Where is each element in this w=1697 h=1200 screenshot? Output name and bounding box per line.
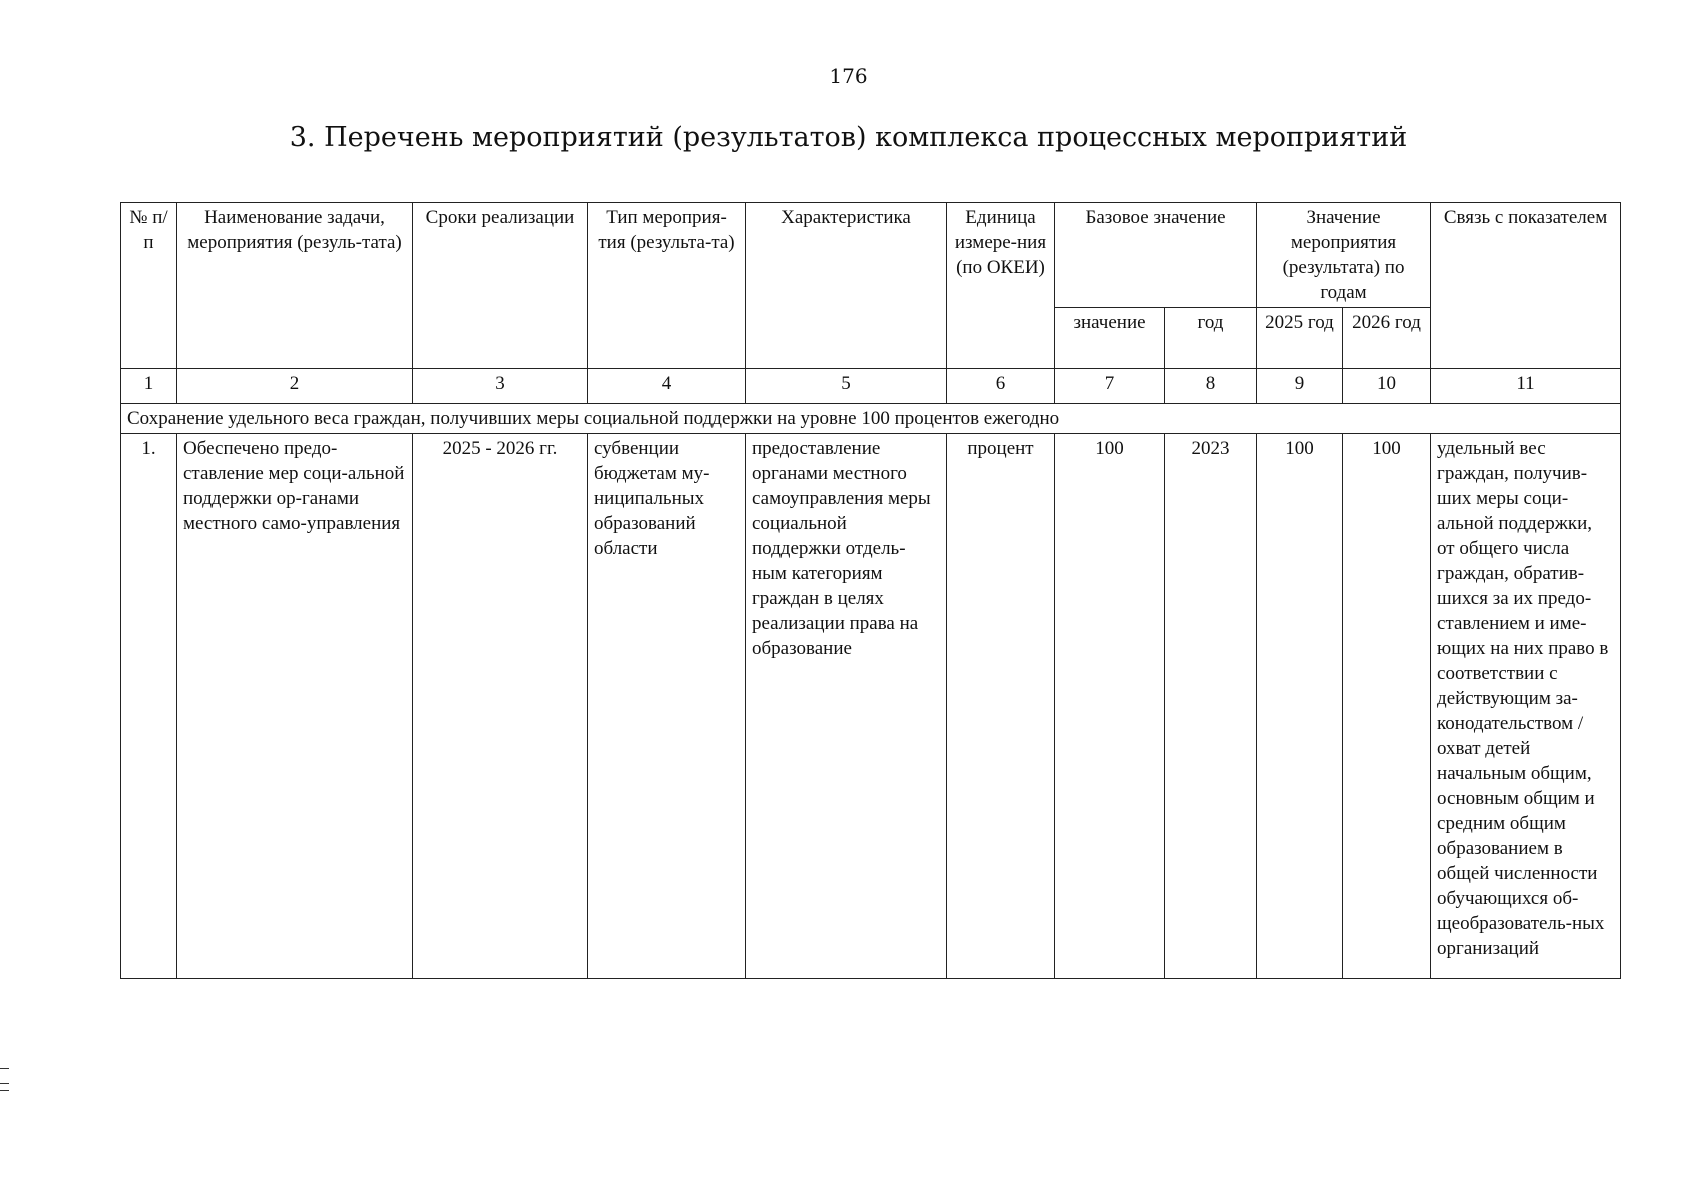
row-indicator: удельный вес граждан, получив-ших меры соци-альной поддержки, от общего числа граждан, обратив-шихся за их предо-ставлением и име-ющих на них право в соответствии с действующим за-конодательством / охват детей начальным общим, основным общим и средним общим образованием в общей численности обучающихся об-щеобразователь-ных организаций [1431,434,1621,979]
column-numbers-row [121,369,1621,404]
header-base-group: Базовое значение [1055,203,1257,308]
header-year-2026: 2026 год [1343,308,1431,369]
header-num: № п/п [121,203,177,369]
section-row [121,404,1621,434]
scan-edge-mark [0,1090,9,1091]
scan-edge-mark [0,1068,9,1084]
table-row [121,434,1621,979]
row-unit: процент [947,434,1055,979]
row-value-2025: 100 [1257,434,1343,979]
header-unit: Единица измере-ния (по ОКЕИ) [947,203,1055,369]
header-name: Наименование задачи, мероприятия (резуль-тата) [177,203,413,369]
page-title: 3. Перечень мероприятий (результатов) комплекса процессных мероприятий [289,122,1408,153]
column-number: 2 [177,369,413,404]
column-number: 4 [588,369,746,404]
header-base-value: значение [1055,308,1165,369]
header-period: Сроки реализации [413,203,588,369]
column-number: 6 [947,369,1055,404]
column-number: 7 [1055,369,1165,404]
header-base-year: год [1165,308,1257,369]
column-number: 8 [1165,369,1257,404]
row-characteristic: предоставление органами местного самоуправления меры социальной поддержки отдель-ным категориям граждан в целях реализации права на образование [746,434,947,979]
column-number: 3 [413,369,588,404]
column-number: 11 [1431,369,1621,404]
row-value-2026: 100 [1343,434,1431,979]
row-period: 2025 - 2026 гг. [413,434,588,979]
column-number: 5 [746,369,947,404]
column-number: 1 [121,369,177,404]
column-number: 10 [1343,369,1431,404]
header-years-group: Значение мероприятия (результата) по годам [1257,203,1431,308]
row-base-value: 100 [1055,434,1165,979]
header-characteristic: Характеристика [746,203,947,369]
header-indicator: Связь с показателем [1431,203,1621,369]
header-year-2025: 2025 год [1257,308,1343,369]
header-row [121,203,1621,308]
header-type: Тип мероприя-тия (результа-та) [588,203,746,369]
activities-table [120,202,1621,979]
page-number: 176 [829,64,868,88]
column-number: 9 [1257,369,1343,404]
row-name: Обеспечено предо-ставление мер соци-альной поддержки ор-ганами местного само-управления [177,434,413,979]
row-type: субвенции бюджетам му-ниципальных образований области [588,434,746,979]
row-num: 1. [121,434,177,979]
row-base-year: 2023 [1165,434,1257,979]
section-title: Сохранение удельного веса граждан, получивших меры социальной поддержки на уровне 100 процентов ежегодно [121,404,1621,434]
